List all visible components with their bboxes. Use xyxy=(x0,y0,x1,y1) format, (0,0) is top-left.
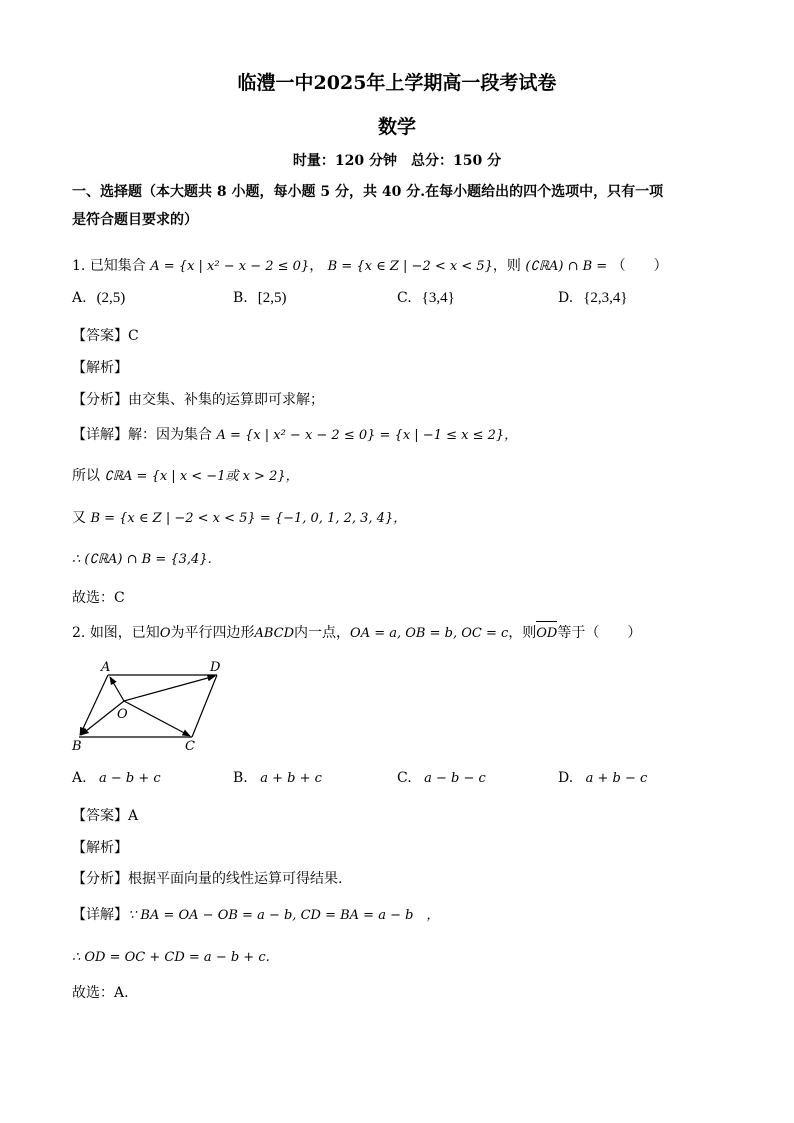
q2-option-c xyxy=(397,770,486,786)
q2-option-d xyxy=(558,770,647,786)
q2-stem-then: ，则 xyxy=(508,625,537,641)
q1-detail-tag: 【详解】 xyxy=(72,427,128,443)
q2-option-b-value: a + b + c xyxy=(260,771,322,786)
q1-detail-line1-text: 解：因为集合 xyxy=(128,427,212,443)
exam-title: 临澧一中2025年上学期高一段考试卷 xyxy=(237,72,557,94)
q1-conclusion: 故选：C xyxy=(72,590,125,606)
q2-option-d-label: D. xyxy=(558,770,574,786)
q1-detail-line2 xyxy=(72,466,299,487)
q1-fenxi-tag: 【分析】 xyxy=(72,392,128,408)
q2-answer xyxy=(72,806,138,826)
q2-option-b-label: B. xyxy=(233,770,248,786)
figure-label-o: O xyxy=(117,707,128,722)
q2-analysis-tag: 【解析】 xyxy=(72,840,128,856)
edge-dc xyxy=(192,675,217,737)
q2-detail-line1-math: ∵ BA = OA − OB = a − b, CD = BA = a − b ， xyxy=(128,908,440,923)
q1-expression: (∁ℝA) ∩ B = xyxy=(525,259,608,274)
q2-conclusion: 故选：A. xyxy=(72,985,129,1001)
q2-stem-prefix: 如图，已知 xyxy=(89,625,160,641)
q1-detail-line4-math: ∴ (∁ℝA) ∩ B = {3,4}. xyxy=(72,552,212,567)
q1-answer-value: C xyxy=(128,328,139,344)
q2-option-a xyxy=(72,770,161,786)
q1-answer xyxy=(72,326,139,346)
time-score-info: 时量：120 分钟 总分：150 分 xyxy=(292,153,502,169)
q1-then: ，则 xyxy=(492,258,521,274)
q2-option-c-value: a − b − c xyxy=(424,771,486,786)
q1-stem-prefix: 已知集合 xyxy=(89,258,146,274)
q2-option-d-value: a + b − c xyxy=(585,771,648,786)
q2-stem-mid2: 内一点， xyxy=(294,625,351,641)
q2-option-a-value: a − b + c xyxy=(99,771,161,786)
q2-option-c-label: C. xyxy=(397,770,412,786)
vector-oa-arrow xyxy=(110,677,124,701)
q1-option-a-value: (2,5) xyxy=(96,290,126,306)
q2-fenxi-tag: 【分析】 xyxy=(72,871,128,887)
q2-number: 2. xyxy=(72,625,86,641)
q1-comma: ， xyxy=(309,258,324,274)
q1-number: 1. xyxy=(72,258,86,274)
q2-target-vector: OD xyxy=(536,624,557,644)
q1-fenxi xyxy=(72,390,324,410)
figure-label-c: C xyxy=(185,739,195,754)
q1-option-a-label: A. xyxy=(72,290,87,306)
q2-detail-tag: 【详解】 xyxy=(72,907,128,923)
q2-quad-name: ABCD xyxy=(254,626,295,641)
q2-detail-line1 xyxy=(72,905,439,926)
vector-od-arrow xyxy=(124,676,215,701)
q1-set-b: B = {x ∈ Z | −2 < x < 5} xyxy=(327,259,493,274)
q1-option-d-label: D. xyxy=(558,290,574,306)
q1-option-a xyxy=(72,290,125,307)
q1-detail-line1-math: A = {x | x² − x − 2 ≤ 0} = {x | −1 ≤ x ≤ 2}， xyxy=(216,428,518,443)
figure-label-a: A xyxy=(101,660,111,675)
q2-answer-value: A xyxy=(128,808,139,824)
q1-option-d xyxy=(558,290,628,307)
q1-option-b-value: [2,5) xyxy=(257,290,287,306)
figure-label-d: D xyxy=(210,660,221,675)
q1-detail-line3-text: 又 xyxy=(72,510,86,526)
q1-detail-line4 xyxy=(72,549,212,570)
q2-point-o: O xyxy=(159,626,171,641)
q1-option-c-value: {3,4} xyxy=(421,290,455,306)
q2-given-vectors: OA = a, OB = b, OC = c xyxy=(350,626,509,641)
vector-oc-arrow xyxy=(124,701,190,736)
q1-detail-line1 xyxy=(72,425,517,446)
q1-option-c-label: C. xyxy=(397,290,412,306)
q1-detail-line3 xyxy=(72,508,406,529)
q1-option-b-label: B. xyxy=(233,290,248,306)
q2-stem xyxy=(72,623,641,644)
q1-detail-line3-math: B = {x ∈ Z | −2 < x < 5} = {−1, 0, 1, 2, 3, 4}， xyxy=(90,511,407,526)
parallelogram-figure xyxy=(68,655,228,755)
q1-set-a: A = {x | x² − x − 2 ≤ 0} xyxy=(150,259,310,274)
q1-option-d-value: {2,3,4} xyxy=(583,290,628,306)
q1-detail-line2-text: 所以 xyxy=(72,468,100,484)
figure-label-b: B xyxy=(72,739,82,754)
vector-ba-arrow xyxy=(80,675,108,735)
q2-fenxi xyxy=(72,869,342,889)
q2-detail-line2 xyxy=(72,947,270,968)
q2-fenxi-text: 根据平面向量的线性运算可得结果. xyxy=(128,871,343,887)
q1-answer-paren: （ ） xyxy=(611,258,668,274)
q1-analysis-tag: 【解析】 xyxy=(72,360,128,376)
q1-fenxi-text: 由交集、补集的运算即可求解； xyxy=(128,392,324,408)
q2-detail-line2-math: ∴ OD = OC + CD = a − b + c. xyxy=(72,950,270,965)
q2-stem-end: 等于（ ） xyxy=(557,625,642,641)
q1-stem xyxy=(72,256,668,277)
subject-title: 数学 xyxy=(377,116,416,138)
section-heading-line2: 是符合题目要求的） xyxy=(72,212,198,228)
q2-stem-mid: 为平行四边形 xyxy=(170,625,255,641)
q1-option-b xyxy=(233,290,287,307)
q2-option-a-label: A. xyxy=(72,770,87,786)
q2-answer-tag: 【答案】 xyxy=(72,808,128,824)
q2-option-b xyxy=(233,770,322,786)
q1-detail-line2-math: ∁ℝA = {x | x < −1或 x > 2}， xyxy=(104,469,299,484)
section-heading-line1: 一、选择题（本大题共 8 小题，每小题 5 分，共 40 分.在每小题给出的四个选项中，只有一项 xyxy=(72,184,664,200)
q1-answer-tag: 【答案】 xyxy=(72,328,128,344)
q1-option-c xyxy=(397,290,455,307)
